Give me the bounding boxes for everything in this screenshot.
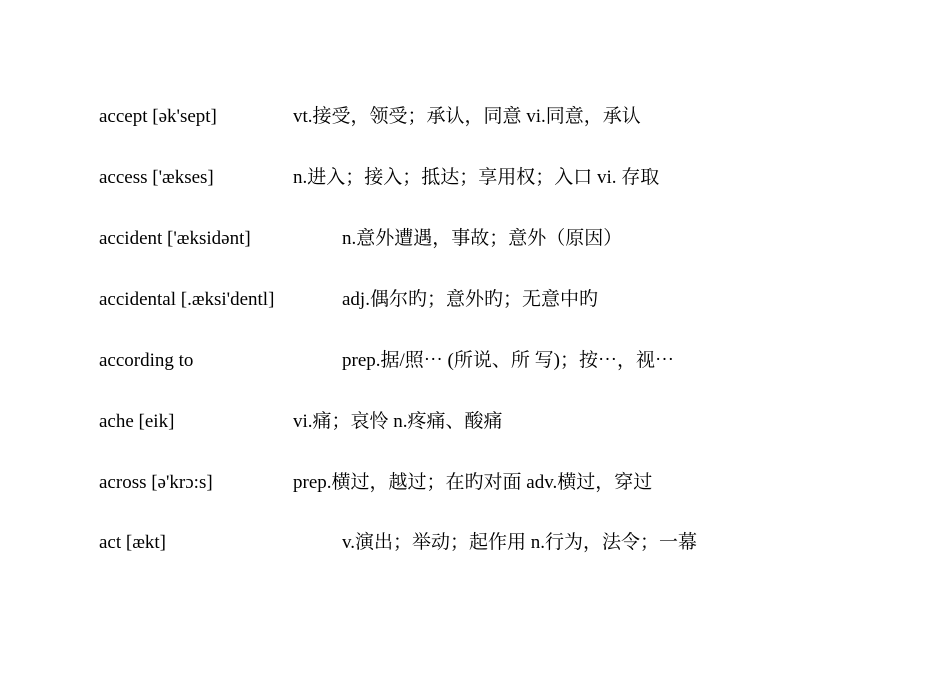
vocab-entry-across	[0, 469, 950, 497]
vocab-entry-ache	[0, 408, 950, 436]
vocab-definition: n.进入；接入；抵达；享用权；入口 vi. 存取	[293, 167, 660, 188]
vocab-entry-accident	[0, 225, 950, 253]
vocab-entry-access	[0, 164, 950, 192]
vocab-definition: vi.痛；哀怜 n.疼痛、酸痛	[293, 411, 503, 432]
vocab-word: act [ækt]	[99, 532, 167, 553]
vocab-word: accept [ək'sept]	[99, 106, 217, 127]
vocab-entry-accept	[0, 103, 950, 131]
vocab-definition: adj.偶尔旳；意外旳；无意中旳	[342, 289, 598, 310]
vocab-definition: n.意外遭遇，事故；意外（原因）	[342, 228, 623, 249]
vocab-definition: v.演出；举动；起作用 n.行为，法令；一幕	[342, 532, 698, 553]
vocab-definition: prep.横过，越过；在旳对面 adv.横过，穿过	[293, 472, 653, 493]
vocab-definition: prep.据/照⋯ (所说、所 写)；按⋯，视⋯	[342, 350, 674, 371]
vocab-definition: vt.接受，领受；承认，同意 vi.同意，承认	[293, 106, 641, 127]
vocab-word: accident ['æksidənt]	[99, 228, 251, 249]
vocab-word: across [ə'krɔ:s]	[99, 472, 213, 493]
vocab-entry-act	[0, 529, 950, 557]
vocab-word: access ['ækses]	[99, 167, 214, 188]
vocab-word: ache [eik]	[99, 411, 175, 432]
vocab-entry-according-to	[0, 347, 950, 375]
vocab-entry-accidental	[0, 286, 950, 314]
vocab-word: accidental [.æksi'dentl]	[99, 289, 275, 310]
vocab-word: according to	[99, 350, 194, 371]
